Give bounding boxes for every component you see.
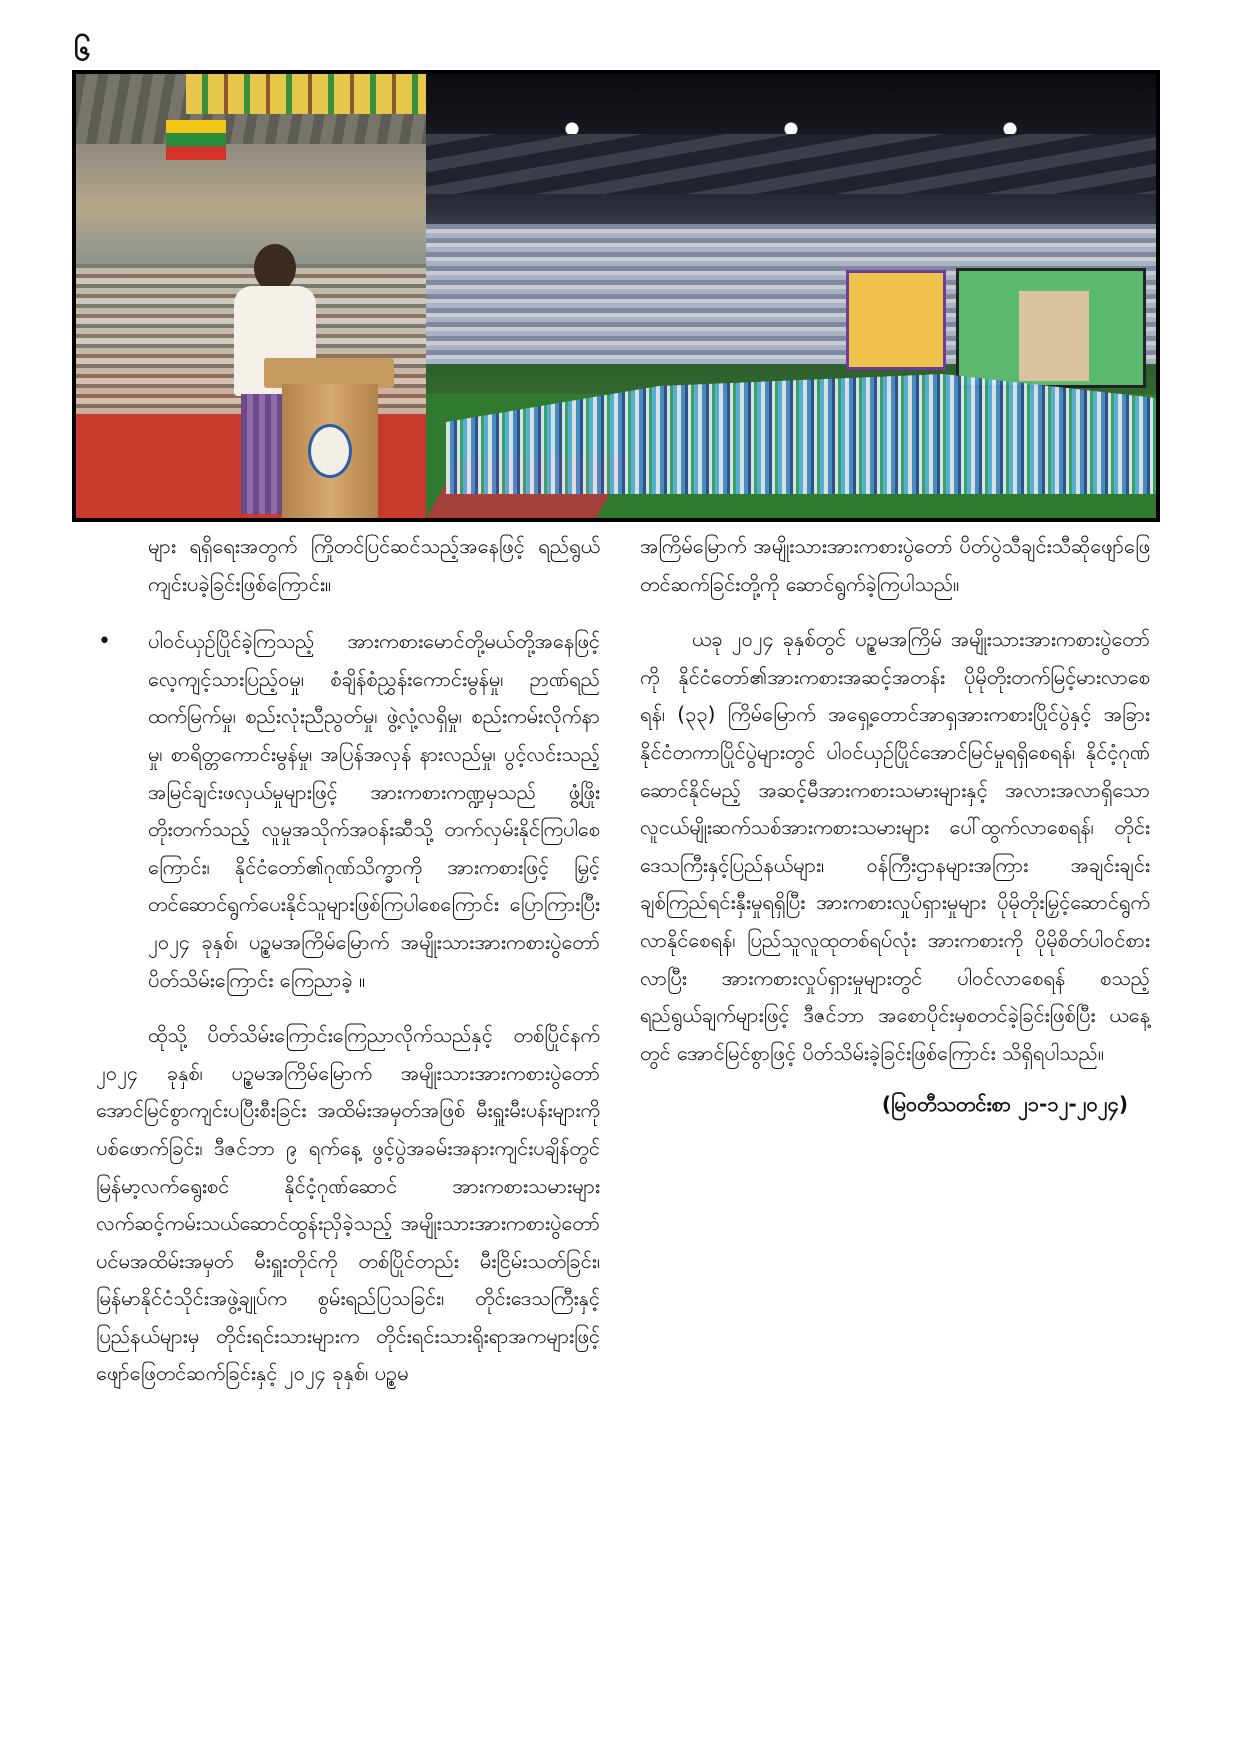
stadium-screen xyxy=(956,268,1146,388)
flag-icon xyxy=(166,120,226,160)
bullet-item xyxy=(96,623,600,999)
left-column xyxy=(96,528,600,1393)
photo-stadium-opening-ceremony xyxy=(426,74,1156,518)
bullet-text: ပါဝင်ယှဉ်ပြိုင်ခဲ့ကြသည့် အားကစားမောင်တို့မယ်တို့အနေဖြင့် လေ့ကျင့်သားပြည့်ဝမှု၊ စံချိန်စံညွှန်းကောင်းမွန်မှု၊ ဉာဏ်ရည်ထက်မြက်မှု၊ စည်းလုံးညီညွတ်မှု၊ ဖွဲ့လုံ့လရှိမှု၊ စည်းကမ်းလိုက်နာမှု၊ စာရိတ္တကောင်းမွန်မှု၊ အပြန်အလှန် နားလည်မှု၊ ပွင့်လင်းသည့် အမြင်ချင်းဖလှယ်မှုများဖြင့် အားကစားကဏ္ဍမှသည် ဖွံ့ဖြိုးတိုးတက်သည့် လူမှုအသိုက်အဝန်းဆီသို့ တက်လှမ်းနိုင်ကြပါစေကြောင်း၊ နိုင်ငံတော်၏ဂုဏ်သိက္ခာကို အားကစားဖြင့် မြှင့်တင်ဆောင်ရွက်ပေးနိုင်သူများဖြစ်ကြပါစေကြောင်း ပြောကြားပြီး ၂၀၂၄ ခုနှစ်၊ ပဉ္စမအကြိမ်မြောက် အမျိုးသားအားကစားပွဲတော် ပိတ်သိမ်းကြောင်း ကြေညာခဲ့ ။ xyxy=(148,629,600,992)
right-column xyxy=(640,528,1150,1124)
continuation-text: များ ရရှိရေးအတွက် ကြိုတင်ပြင်ဆင်သည့်အနေဖြင့် ရည်ရွယ်ကျင်းပခဲ့ခြင်းဖြစ်ကြောင်း။ xyxy=(148,534,600,596)
stadium-screen xyxy=(846,270,946,370)
body-paragraph: ထိုသို့ ပိတ်သိမ်းကြောင်းကြေညာလိုက်သည်နှင့် တစ်ပြိုင်နက် ၂၀၂၄ ခုနှစ်၊ ပဉ္စမအကြိမ်မြောက် အမျိုးသားအားကစားပွဲတော် အောင်မြင်စွာကျင်းပပြီးစီးခြင်း အထိမ်းအမှတ်အဖြစ် မီးရှူးမီးပန်းများကို ပစ်ဖောက်ခြင်း၊ ဒီဇင်ဘာ ၉ ရက်နေ့ ဖွင့်ပွဲအခမ်းအနားကျင်းပချိန်တွင် မြန်မာ့လက်ရွေးစင် နိုင်ငံ့ဂုဏ်ဆောင် အားကစားသမားများ လက်ဆင့်ကမ်းသယ်ဆောင်ထွန်းညှိခဲ့သည့် အမျိုးသားအားကစားပွဲတော် ပင်မအထိမ်းအမှတ် မီးရှူးတိုင်ကို တစ်ပြိုင်တည်း မီးငြိမ်းသတ်ခြင်း၊ မြန်မာနိုင်ငံသိုင်းအဖွဲ့ချုပ်က စွမ်းရည်ပြသခြင်း၊ တိုင်းဒေသကြီးနှင့်ပြည်နယ်များမှ တိုင်းရင်းသားများက တိုင်းရင်းသားရိုးရာအကများဖြင့် ဖျော်ဖြေတင်ဆက်ခြင်းနှင့် ၂၀၂၄ ခုနှစ်၊ ပဉ္စမ xyxy=(96,1023,600,1386)
body-paragraph: ယခု ၂၀၂၄ ခုနှစ်တွင် ပဉ္စမအကြိမ် အမျိုးသားအားကစားပွဲတော်ကို နိုင်ငံတော်၏အားကစားအဆင့်အတန်း ပိုမိုတိုးတက်မြင့်မားလာစေရန်၊ (၃၃) ကြိမ်မြောက် အရှေ့တောင်အာရှအားကစားပြိုင်ပွဲနှင့် အခြားနိုင်ငံတကာပြိုင်ပွဲများတွင် ပါဝင်ယှဉ်ပြိုင်အောင်မြင်မှုရရှိစေရန်၊ နိုင်ငံ့ဂုဏ်ဆောင်နိုင်မည့် အဆင့်မီအားကစားသမားများနှင့် အလားအလာရှိသော လူငယ်မျိုးဆက်သစ်အားကစားသမားများ ပေါ်ထွက်လာစေရန်၊ တိုင်းဒေသကြီးနှင့်ပြည်နယ်များ၊ ဝန်ကြီးဌာနများအကြား အချင်းချင်း ချစ်ကြည်ရင်းနှီးမှုရရှိပြီး အားကစားလှုပ်ရှားမှုများ ပိုမိုတိုးမြှင့်ဆောင်ရွက်လာနိုင်စေရန်၊ ပြည်သူလူထုတစ်ရပ်လုံး အားကစားကို ပိုမိုစိတ်ပါဝင်စားလာပြီး အားကစားလှုပ်ရှားမှုများတွင် ပါဝင်လာစေရန် စသည့်ရည်ရွယ်ချက်များဖြင့် ဒီဇင်ဘာ အစောပိုင်းမှစတင်ခဲ့ခြင်းဖြစ်ပြီး ယနေ့တွင် အောင်မြင်စွာဖြင့် ပိတ်သိမ်းခဲ့ခြင်းဖြစ်ကြောင်း သိရှိရပါသည်။ xyxy=(640,627,1150,1065)
emblem-icon xyxy=(308,424,352,478)
photo-speaker-at-podium xyxy=(76,74,466,518)
bullet-icon: • xyxy=(98,629,111,655)
photo-frame xyxy=(72,70,1160,522)
continuation-text: အကြိမ်မြောက် အမျိုးသားအားကစားပွဲတော် ပိတ်ပွဲသီချင်းသီဆိုဖျော်ဖြေတင်ဆက်ခြင်းတို့ကို ဆောင်ရွက်ခဲ့ကြပါသည်။ xyxy=(640,534,1150,596)
page-number: ၆ xyxy=(74,33,91,68)
source-citation: (မြဝတီသတင်းစာ ၂၁-၁၂-၂၀၂၄) xyxy=(881,1092,1128,1117)
